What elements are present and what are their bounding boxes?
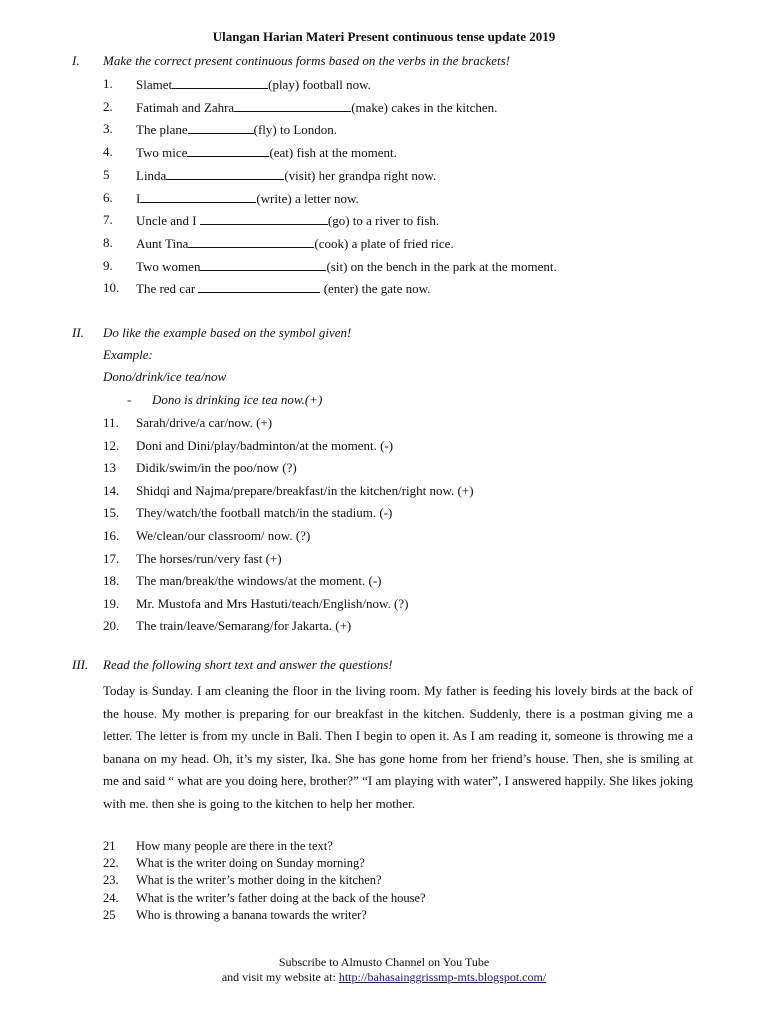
fill-in-item: [136, 99, 497, 116]
section-3-numeral: III.: [72, 657, 89, 672]
item-verb-hint: (visit) her grandpa right now.: [284, 167, 437, 183]
answer-blank[interactable]: [200, 212, 328, 225]
comprehension-question: What is the writer’s mother doing in the kitchen?: [136, 873, 382, 888]
answer-blank[interactable]: [198, 280, 320, 293]
item-subject: Aunt Tina: [136, 235, 189, 251]
item-subject: Fatimah and Zahra: [136, 99, 235, 115]
item-subject: I: [136, 190, 141, 206]
item-verb-hint: (cook) a plate of fried rice.: [314, 235, 454, 251]
comprehension-question: What is the writer doing on Sunday morning?: [136, 856, 365, 871]
example-dash: -: [127, 392, 132, 407]
item-verb-hint: (write) a letter now.: [256, 190, 359, 206]
answer-blank[interactable]: [234, 99, 351, 112]
question-number: 12.: [103, 437, 120, 453]
fill-in-item: [136, 144, 397, 161]
item-subject: The plane: [136, 122, 188, 138]
answer-blank[interactable]: [172, 76, 268, 89]
section-2-instruction: Do like the example based on the symbol given!: [103, 325, 352, 340]
example-answer: Dono is drinking ice tea now.(+): [152, 392, 323, 407]
symbol-prompt: The train/leave/Semarang/for Jakarta. (+): [136, 618, 352, 634]
section-1-numeral: I.: [72, 53, 80, 68]
example-prompt: Dono/drink/ice tea/now: [103, 369, 227, 384]
section-3-heading: [72, 657, 393, 673]
question-number: 2.: [103, 98, 113, 114]
answer-blank[interactable]: [166, 167, 284, 180]
item-verb-hint: (sit) on the bench in the park at the moment.: [326, 258, 557, 274]
symbol-prompt: Mr. Mustofa and Mrs Hastuti/teach/English/now. (?): [136, 595, 409, 611]
item-subject: Two mice: [136, 145, 188, 161]
item-verb-hint: (go) to a river to fish.: [327, 213, 440, 229]
comprehension-question: How many people are there in the text?: [136, 839, 333, 853]
question-number: 9.: [103, 257, 113, 273]
question-number: 13: [103, 460, 116, 476]
question-number: 10.: [103, 280, 120, 296]
comprehension-question: What is the writer’s father doing at the back of the house?: [136, 890, 426, 905]
question-number: 20.: [103, 618, 120, 634]
question-number: 14.: [103, 482, 120, 498]
item-subject: The red car: [136, 281, 199, 297]
website-link[interactable]: http://bahasainggrissmp-mts.blogspot.com/: [338, 970, 547, 984]
fill-in-item: [136, 212, 439, 229]
comprehension-question: Who is throwing a banana towards the writer?: [136, 907, 367, 922]
question-number: 15.: [103, 505, 120, 521]
section-1-instruction: Make the correct present continuous forms based on the verbs in the brackets!: [103, 53, 510, 68]
question-number: 23.: [103, 873, 119, 888]
question-number: 18.: [103, 573, 120, 589]
question-number: 3.: [103, 121, 113, 137]
question-number: 5: [103, 166, 110, 182]
section-2-numeral: II.: [72, 325, 84, 340]
fill-in-item: [136, 190, 359, 207]
answer-blank[interactable]: [200, 258, 326, 271]
question-number: 7.: [103, 212, 113, 228]
item-subject: Linda: [136, 167, 167, 183]
section-1-heading: [72, 53, 510, 69]
item-subject: Slamet: [136, 77, 173, 92]
symbol-prompt: Shidqi and Najma/prepare/breakfast/in the kitchen/right now. (+): [136, 482, 474, 498]
section-2-heading: [72, 325, 351, 341]
answer-blank[interactable]: [188, 235, 314, 248]
fill-in-item: [136, 280, 430, 297]
question-number: 25: [103, 907, 116, 922]
symbol-prompt: They/watch/the football match/in the stadium. (-): [136, 505, 393, 521]
reading-passage: Today is Sunday. I am cleaning the floor in the living room. My father is feeding his lovely birds at the back of the house. My mother is preparing for our breakfast in the kitchen. Suddenly, there is a postman giving me a letter. The letter is from my uncle in Bali. Then I begin to open it. As I am reading it, someone is throwing me a banana on my head. Oh, it’s my sister, Ika. She has gone home from her friend’s house. Then, she is smiling at me and said “ what are you doing here, brother?” “I am playing with water”, I answered happily. She likes joking with me. then she is going to the kitchen to help her mother.: [103, 683, 693, 811]
item-subject: Uncle and I: [136, 213, 200, 229]
item-verb-hint: (enter) the gate now.: [320, 281, 431, 297]
symbol-prompt: Doni and Dini/play/badminton/at the moment. (-): [136, 437, 394, 453]
fill-in-item: [136, 235, 454, 252]
item-verb-hint: (make) cakes in the kitchen.: [351, 99, 498, 115]
footer-subscribe: Subscribe to Almusto Channel on You Tube: [278, 955, 490, 969]
symbol-prompt: Didik/swim/in the poo/now (?): [136, 460, 297, 476]
question-number: 1.: [103, 76, 113, 91]
symbol-prompt: The horses/run/very fast (+): [136, 550, 282, 566]
question-number: 8.: [103, 234, 113, 250]
answer-blank[interactable]: [187, 144, 269, 157]
fill-in-item: [136, 167, 436, 184]
footer-website: [0, 970, 768, 985]
footer-website-prefix: and visit my website at:: [221, 970, 339, 984]
symbol-prompt: The man/break/the windows/at the moment. (-): [136, 573, 382, 589]
section-3-instruction: Read the following short text and answer the questions!: [103, 657, 393, 672]
item-verb-hint: (eat) fish at the moment.: [269, 145, 397, 161]
question-number: 19.: [103, 595, 120, 611]
page-title: Ulangan Harian Materi Present continuous tense update 2019: [212, 29, 556, 44]
question-number: 24.: [103, 890, 119, 905]
item-subject: Two women: [136, 258, 201, 274]
question-number: 6.: [103, 189, 113, 205]
item-verb-hint: (play) football now.: [268, 77, 371, 92]
answer-blank[interactable]: [140, 190, 256, 203]
item-verb-hint: (fly) to London.: [253, 122, 338, 138]
fill-in-item: [136, 76, 371, 93]
symbol-prompt: We/clean/our classroom/ now. (?): [136, 528, 311, 543]
question-number: 22.: [103, 856, 119, 871]
question-number: 17.: [103, 550, 120, 566]
question-number: 11.: [103, 415, 119, 430]
example-label: Example:: [103, 347, 153, 362]
answer-blank[interactable]: [188, 121, 254, 134]
symbol-prompt: Sarah/drive/a car/now. (+): [136, 415, 273, 430]
fill-in-item: [136, 258, 557, 275]
question-number: 21: [103, 839, 116, 853]
question-number: 4.: [103, 144, 113, 160]
question-number: 16.: [103, 528, 120, 543]
fill-in-item: [136, 121, 337, 138]
